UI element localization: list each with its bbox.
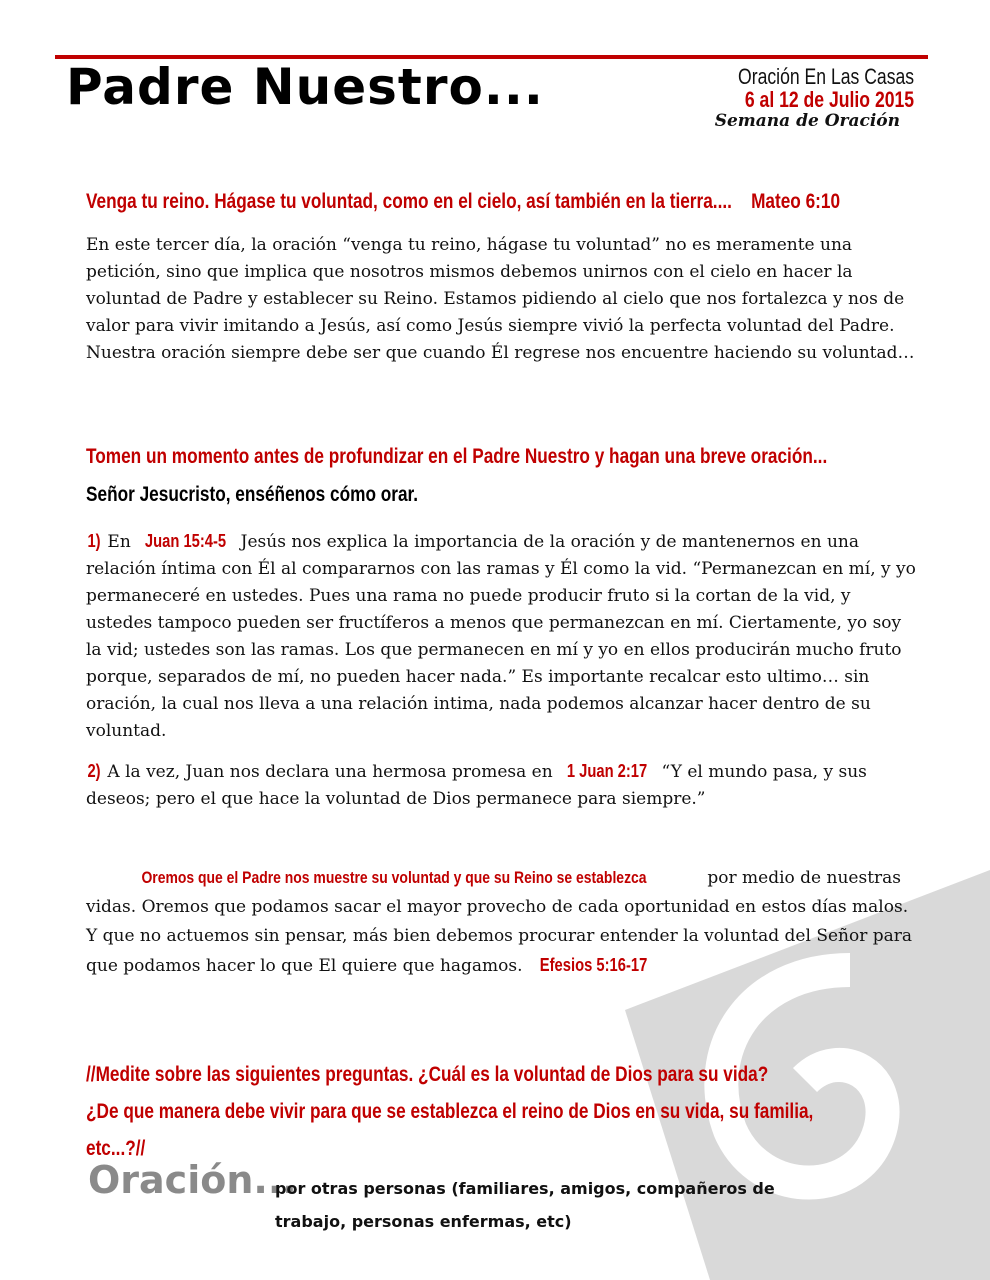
item2-number: 2) — [87, 761, 101, 781]
item2-pre: A la vez, Juan nos declara una hermosa promesa en — [107, 762, 553, 782]
section3-ref: Efesios 5:16-17 — [539, 955, 648, 975]
section3-lead: Oremos que el Padre nos muestre su voluntad y que su Reino se establezca — [141, 868, 647, 887]
header-dates: 6 al 12 de Julio 2015 — [744, 87, 914, 112]
prayer-line: Señor Jesucristo, enséñenos cómo orar. — [86, 483, 419, 506]
header-info — [694, 64, 914, 132]
section1-body: En este tercer día, la oración “venga tu reino, hágase tu voluntad” no es meramente una petición, sino que implica que nosotros mismos debemos unirnos con el cielo en hacer la voluntad de Padre y establecer su Reino. Estamos pidiendo al cielo que nos fortalezca y nos de valor para vivir imitando a Jesús, así como Jesús siempre vivió la perfecta voluntad del Padre. Nuestra oración siempre debe ser que cuando Él regrese nos encuentre haciendo su voluntad… — [86, 235, 915, 363]
meditate-line1: //Medite sobre las siguientes preguntas. ¿Cuál es la voluntad de Dios para su vida? — [86, 1063, 769, 1086]
item1-number: 1) — [87, 531, 101, 551]
item1 — [86, 528, 916, 745]
item2 — [86, 758, 916, 813]
section1-ref: Mateo 6:10 — [751, 190, 841, 213]
meditate-line2: ¿De que manera debe vivir para que se establezca el reino de Dios en su vida, su familia, — [86, 1100, 814, 1123]
section1-heading: Venga tu reino. Hágase tu voluntad, como en el cielo, así también en la tierra.... Mateo 6:10 — [86, 190, 841, 213]
header-line1: Oración En Las Casas — [737, 64, 914, 89]
section3 — [86, 863, 916, 981]
item2-body: “Y el mundo pasa, y sus deseos; pero el que hace la voluntad de Dios permanece para siempre.” — [86, 762, 867, 809]
item1-pre: En — [107, 532, 131, 552]
header-week: Semana de Oración — [714, 111, 900, 131]
meditate-line3: etc...?// — [86, 1137, 146, 1160]
meditate-questions — [86, 1056, 813, 1167]
item2-ref: 1 Juan 2:17 — [566, 761, 648, 781]
oracion-text: por otras personas (familiares, amigos, compañeros de trabajo, personas enfermas, etc) — [275, 1179, 775, 1231]
section3-body: por medio de nuestras vidas. Oremos que podamos sacar el mayor provecho de cada oportunidad en estos días malos. Y que no actuemos sin pensar, más bien debemos procurar entender la voluntad del Señor para que podamos hacer lo que El quiere que hagamos. — [86, 868, 913, 976]
page-title: Padre Nuestro... — [66, 58, 544, 116]
oracion-label: Oración... — [88, 1158, 297, 1202]
section2-heading: Tomen un momento antes de profundizar en el Padre Nuestro y hagan una breve oración... — [86, 445, 828, 468]
item1-ref: Juan 15:4-5 — [145, 531, 227, 551]
item1-body: Jesús nos explica la importancia de la oración y de mantenernos en una relación íntima con Él al compararnos con las ramas y Él como la vid. “Permanezcan en mí, y yo permaneceré en ustedes. Pues una rama no puede producir fruto si la cortan de la vid, y ustedes tampoco pueden ser fructíferos a menos que permanezcan en mí. Ciertamente, yo soy la vid; ustedes son las ramas. Los que permanecen en mí y yo en ellos producirán mucho fruto porque, separados de mí, no pueden hacer nada.” Es importante recalcar esto ultimo… sin oración, la cual nos lleva a una relación intima, nada podemos alcanzar hacer dentro de su voluntad. — [86, 532, 916, 741]
